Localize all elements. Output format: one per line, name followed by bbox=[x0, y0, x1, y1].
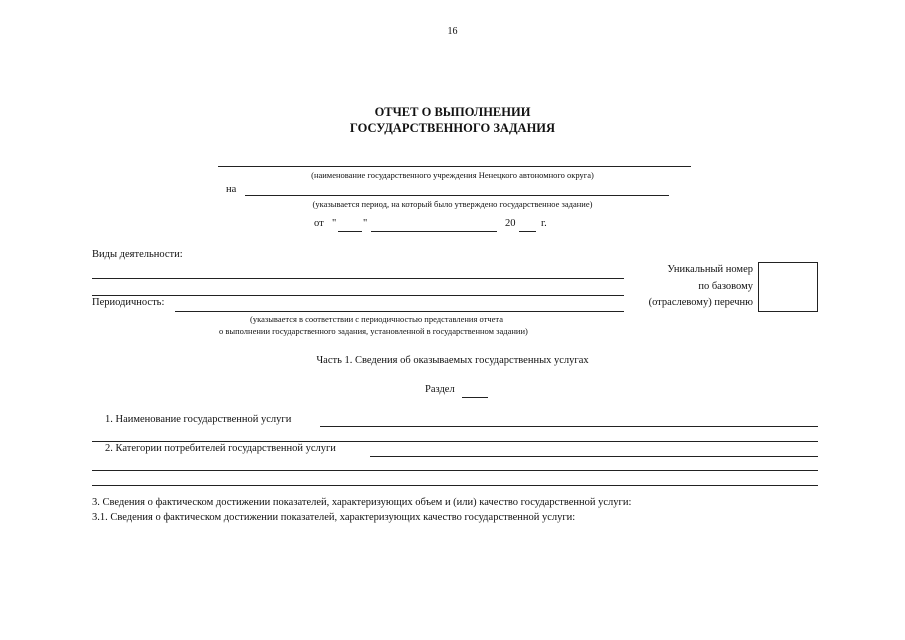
institution-name-field[interactable] bbox=[218, 166, 691, 167]
date-quote-open: " bbox=[332, 218, 337, 229]
period-field[interactable] bbox=[245, 195, 669, 196]
page-number: 16 bbox=[447, 26, 458, 37]
periodicity-caption-line2: о выполнении государственного задания, установленной в государственном задании) bbox=[219, 326, 528, 336]
date-year-prefix: 20 bbox=[505, 218, 516, 229]
date-day-field[interactable] bbox=[338, 231, 362, 232]
part1-heading: Часть 1. Сведения об оказываемых государственных услугах bbox=[316, 355, 589, 366]
institution-caption: (наименование государственного учреждения Ненецкого автономного округа) bbox=[311, 170, 594, 180]
service-name-field-line2[interactable] bbox=[92, 441, 818, 442]
section-label: Раздел bbox=[425, 384, 455, 395]
consumers-field-line2[interactable] bbox=[92, 470, 818, 471]
item3-text: 3. Сведения о фактическом достижении показателей, характеризующих объем и (или) качество государственной услуги: bbox=[92, 497, 632, 508]
periodicity-caption-line1: (указывается в соответствии с периодичностью представления отчета bbox=[250, 314, 503, 324]
unique-number-box[interactable] bbox=[758, 262, 818, 312]
activities-label: Виды деятельности: bbox=[92, 249, 183, 260]
period-caption: (указывается период, на который было утверждено государственное задание) bbox=[312, 199, 593, 209]
report-title-line1: ОТЧЕТ О ВЫПОЛНЕНИИ bbox=[374, 105, 531, 119]
activities-field-line2[interactable] bbox=[92, 295, 624, 296]
date-year-field[interactable] bbox=[519, 231, 536, 232]
service-name-label: 1. Наименование государственной услуги bbox=[105, 414, 292, 425]
date-year-suffix: г. bbox=[541, 218, 547, 229]
section-number-field[interactable] bbox=[462, 397, 488, 398]
unique-number-label-line3: (отраслевому) перечню bbox=[648, 297, 753, 308]
activities-field-line1[interactable] bbox=[92, 278, 624, 279]
unique-number-label-line2: по базовому bbox=[698, 281, 753, 292]
report-title-line2: ГОСУДАРСТВЕННОГО ЗАДАНИЯ bbox=[349, 121, 556, 135]
consumers-field[interactable] bbox=[370, 456, 818, 457]
periodicity-field[interactable] bbox=[175, 311, 624, 312]
periodicity-label: Периодичность: bbox=[92, 297, 165, 308]
item31-text: 3.1. Сведения о фактическом достижении показателей, характеризующих качество государственной услуги: bbox=[92, 512, 576, 523]
unique-number-label-line1: Уникальный номер bbox=[667, 264, 753, 275]
period-prefix: на bbox=[226, 184, 237, 195]
date-from-label: от bbox=[314, 218, 324, 229]
date-quote-close: " bbox=[363, 218, 368, 229]
consumers-label: 2. Категории потребителей государственной услуги bbox=[105, 443, 336, 454]
date-month-field[interactable] bbox=[371, 231, 497, 232]
service-name-field[interactable] bbox=[320, 426, 818, 427]
consumers-field-line3[interactable] bbox=[92, 485, 818, 486]
